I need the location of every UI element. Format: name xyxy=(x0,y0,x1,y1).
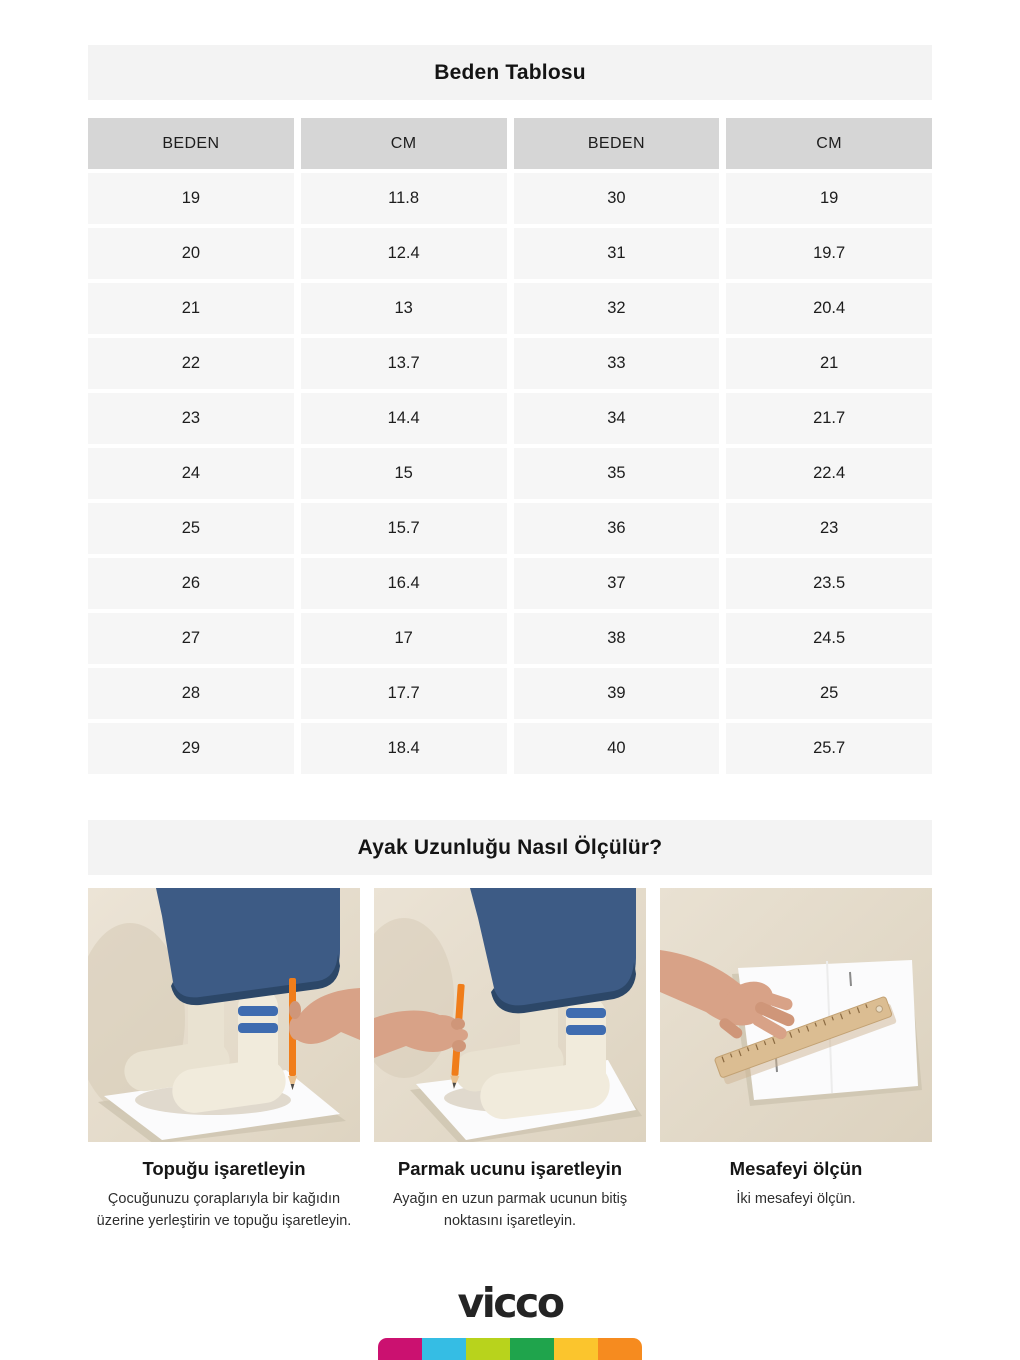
table-cell: 21 xyxy=(88,283,294,334)
brand-color-segment xyxy=(554,1338,598,1360)
size-table xyxy=(88,118,932,774)
table-cell: 23 xyxy=(726,503,932,554)
step-description: İki mesafeyi ölçün. xyxy=(736,1191,856,1207)
table-cell: 35 xyxy=(514,448,720,499)
table-cell: 28 xyxy=(88,668,294,719)
table-cell: 39 xyxy=(514,668,720,719)
table-cell: 38 xyxy=(514,613,720,664)
table-cell: 23.5 xyxy=(726,558,932,609)
table-cell: 21.7 xyxy=(726,393,932,444)
column-header: CM xyxy=(726,118,932,169)
mark-toe-photo xyxy=(374,888,646,1142)
measure-title-bar xyxy=(88,820,932,875)
table-cell: 22 xyxy=(88,338,294,389)
brand-color-segment xyxy=(510,1338,554,1360)
table-cell: 21 xyxy=(726,338,932,389)
vicco-logo: vicco xyxy=(457,1279,563,1327)
measure-steps xyxy=(88,888,932,1233)
table-cell: 36 xyxy=(514,503,720,554)
table-cell: 12.4 xyxy=(301,228,507,279)
table-cell: 17 xyxy=(301,613,507,664)
table-cell: 15.7 xyxy=(301,503,507,554)
step-measure-distance xyxy=(660,888,932,1233)
brand-color-bar xyxy=(378,1338,642,1360)
table-cell: 19.7 xyxy=(726,228,932,279)
table-cell: 32 xyxy=(514,283,720,334)
table-cell: 37 xyxy=(514,558,720,609)
brand-color-segment xyxy=(598,1338,642,1360)
brand-color-segment xyxy=(378,1338,422,1360)
step-title: Parmak ucunu işaretleyin xyxy=(397,1158,623,1179)
table-cell: 24 xyxy=(88,448,294,499)
mark-heel-photo xyxy=(88,888,360,1142)
table-cell: 25 xyxy=(726,668,932,719)
step-description: Çocuğunuzu çoraplarıyla bir kağıdın üzerine yerleştirin ve topuğu işaretleyin. xyxy=(96,1191,352,1229)
table-cell: 22.4 xyxy=(726,448,932,499)
table-cell: 13.7 xyxy=(301,338,507,389)
size-table-title: Beden Tablosu xyxy=(434,60,586,84)
table-cell: 25 xyxy=(88,503,294,554)
step-mark-toe xyxy=(374,888,646,1233)
table-cell: 33 xyxy=(514,338,720,389)
brand-color-segment xyxy=(466,1338,510,1360)
table-cell: 23 xyxy=(88,393,294,444)
column-header: BEDEN xyxy=(514,118,720,169)
table-cell: 31 xyxy=(514,228,720,279)
table-cell: 11.8 xyxy=(301,173,507,224)
column-header: BEDEN xyxy=(88,118,294,169)
table-cell: 26 xyxy=(88,558,294,609)
table-cell: 18.4 xyxy=(301,723,507,774)
table-cell: 24.5 xyxy=(726,613,932,664)
table-cell: 13 xyxy=(301,283,507,334)
table-cell: 34 xyxy=(514,393,720,444)
step-title: Topuğu işaretleyin xyxy=(142,1158,306,1179)
table-cell: 17.7 xyxy=(301,668,507,719)
table-cell: 19 xyxy=(88,173,294,224)
measure-title: Ayak Uzunluğu Nasıl Ölçülür? xyxy=(357,835,663,859)
column-header: CM xyxy=(301,118,507,169)
table-cell: 25.7 xyxy=(726,723,932,774)
brand-color-segment xyxy=(422,1338,466,1360)
table-cell: 14.4 xyxy=(301,393,507,444)
measure-distance-photo xyxy=(660,888,932,1142)
table-cell: 40 xyxy=(514,723,720,774)
step-title: Mesafeyi ölçün xyxy=(729,1158,863,1179)
table-cell: 27 xyxy=(88,613,294,664)
table-cell: 30 xyxy=(514,173,720,224)
table-cell: 15 xyxy=(301,448,507,499)
brand-footer xyxy=(0,1270,1020,1360)
step-description: Ayağın en uzun parmak ucunun bitiş noktasını işaretleyin. xyxy=(392,1191,628,1229)
table-cell: 20 xyxy=(88,228,294,279)
table-cell: 29 xyxy=(88,723,294,774)
table-cell: 20.4 xyxy=(726,283,932,334)
step-mark-heel xyxy=(88,888,360,1233)
size-table-title-bar xyxy=(88,45,932,100)
table-cell: 16.4 xyxy=(301,558,507,609)
table-cell: 19 xyxy=(726,173,932,224)
